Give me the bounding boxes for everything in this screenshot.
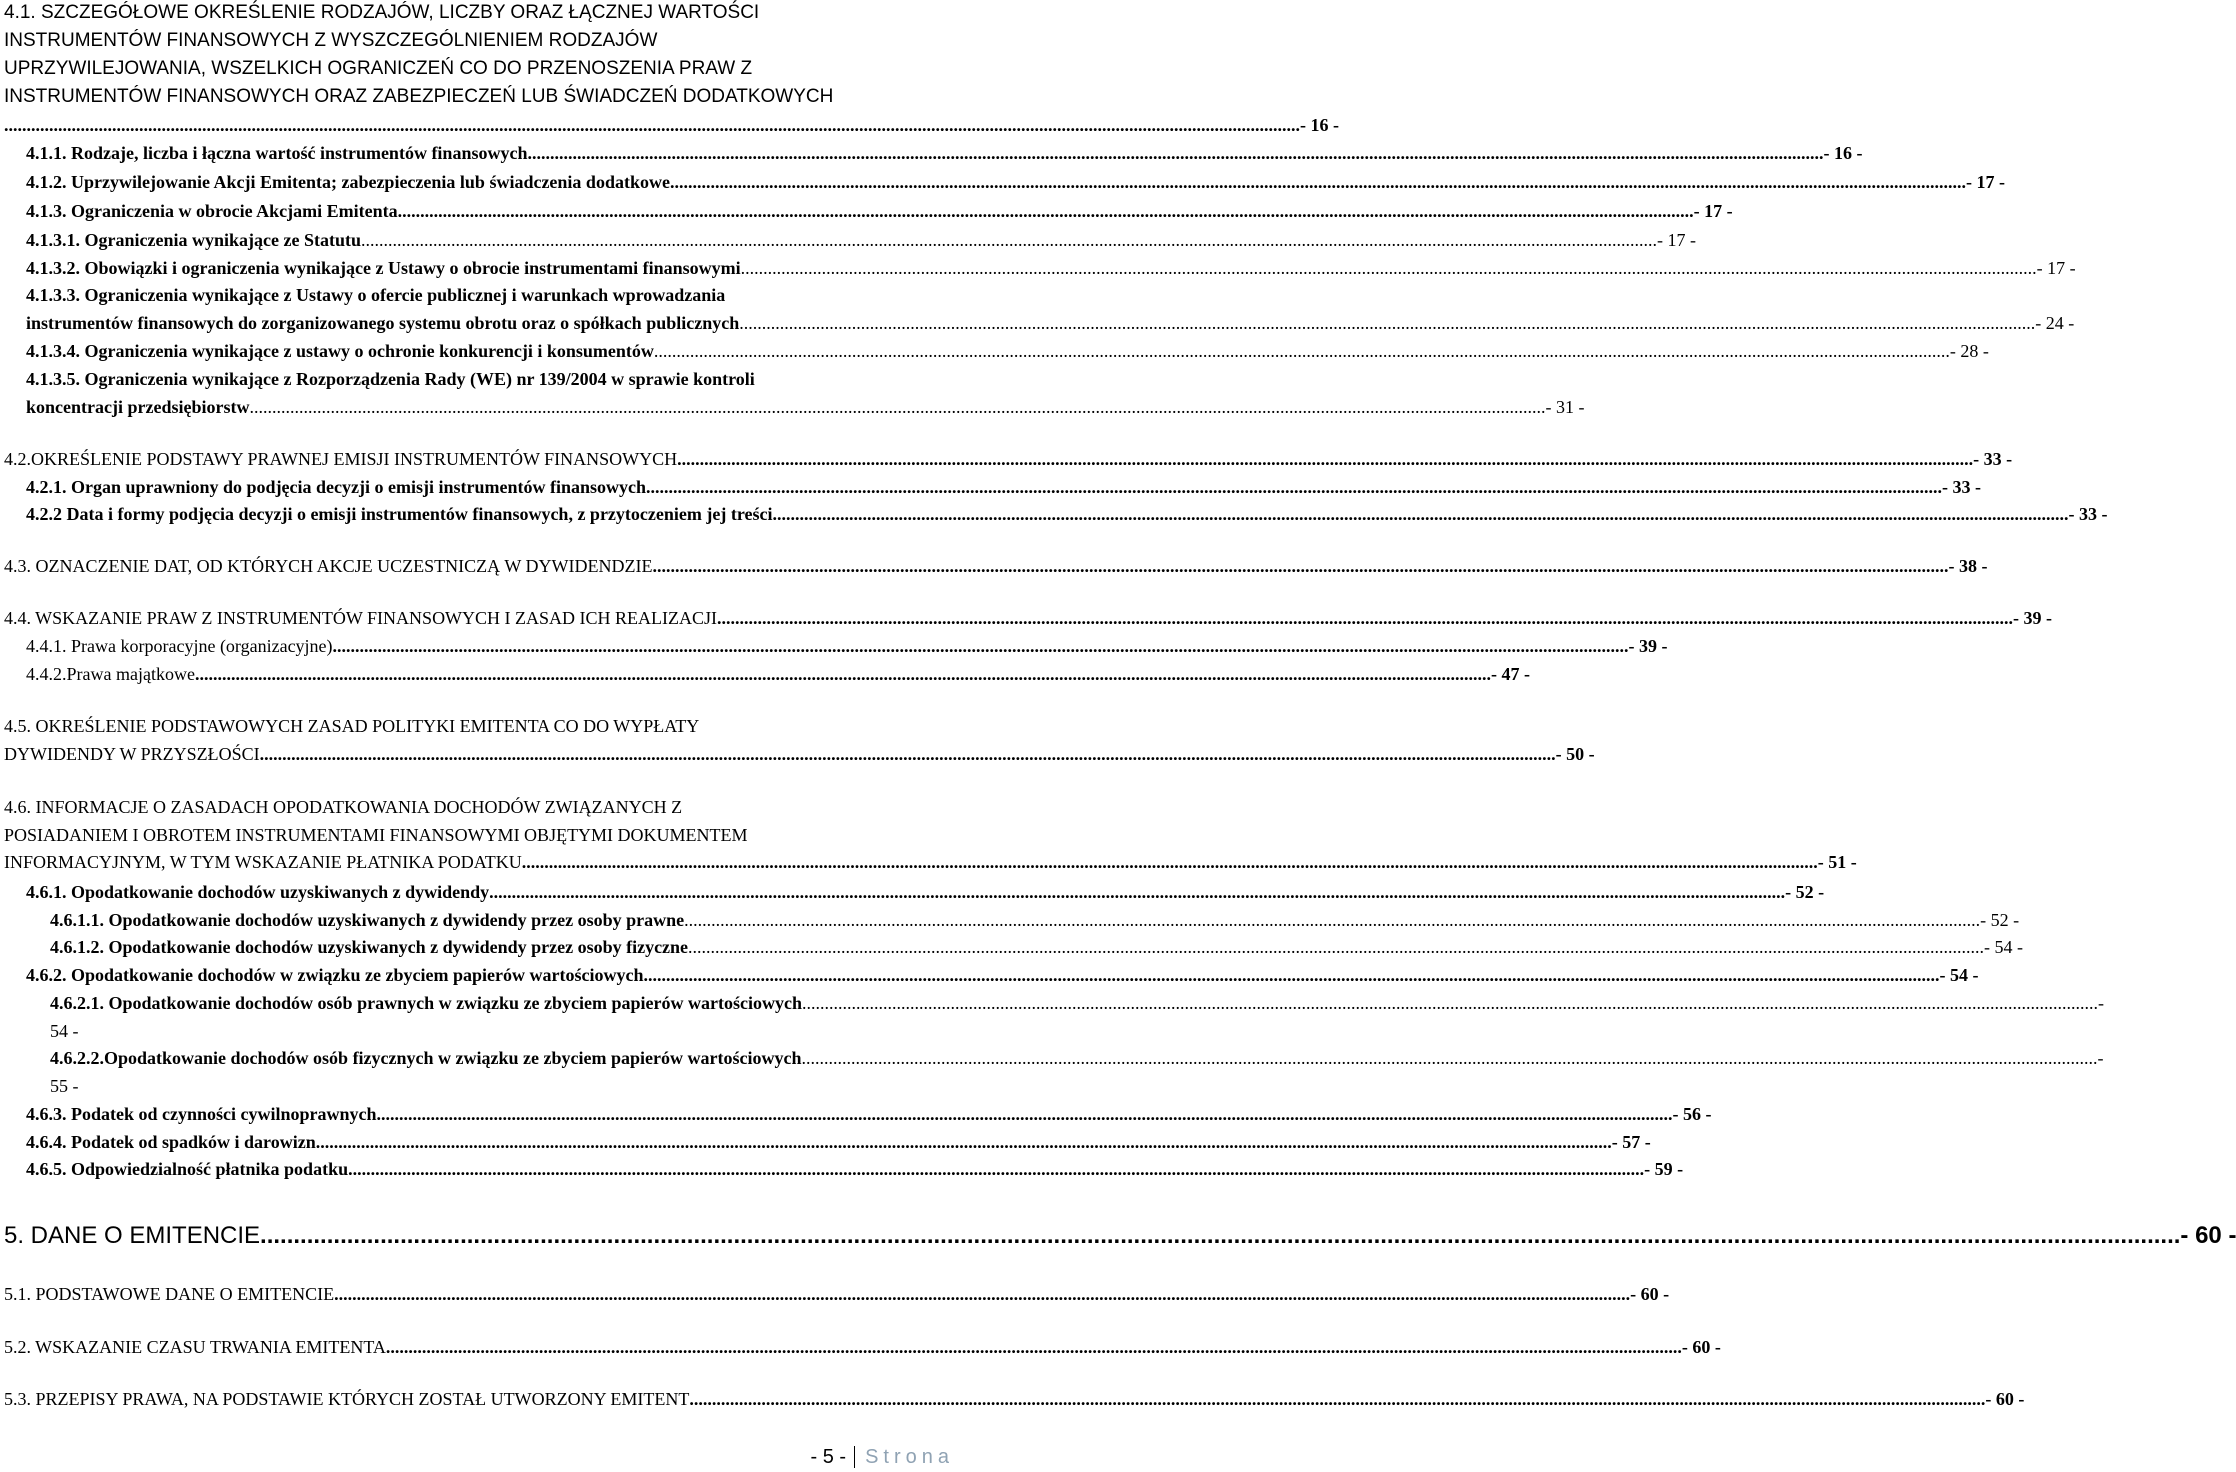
footer-page-number: - 5 - — [810, 1445, 847, 1468]
entry-title: 4.1.1. Rodzaje, liczba i łączna wartość instrumentów finansowych — [26, 143, 528, 163]
page-number: - 16 - — [1823, 143, 1863, 163]
entry-title: DYWIDENDY W PRZYSZŁOŚCI — [4, 744, 260, 764]
dot-leader — [4, 115, 1300, 136]
entry-title: 4.6.1. Opodatkowanie dochodów uzyskiwanych z dywidendy — [26, 882, 490, 902]
toc-4-6-2-2-page-cont: 55 - — [50, 1076, 79, 1096]
toc-4-1-line-4: INSTRUMENTÓW FINANSOWYCH ORAZ ZABEZPIECZEŃ LUB ŚWIADCZEŃ DODATKOWYCH — [4, 86, 834, 107]
toc-5-3[interactable] — [4, 1389, 2025, 1410]
page-number: - 47 - — [1490, 664, 1530, 684]
toc-4-4-1[interactable] — [26, 636, 1668, 657]
dot-leader — [689, 1389, 1985, 1410]
entry-title: 4.1.2. Uprzywilejowanie Akcji Emitenta; zabezpieczenia lub świadczenia dodatkowe — [26, 172, 670, 192]
page-number: - 54 - — [1939, 965, 1979, 985]
page-number: - 17 - — [1965, 172, 2005, 192]
toc-4-1-3-1[interactable] — [26, 230, 1696, 251]
entry-title: 4.6.2.2.Opodatkowanie dochodów osób fizycznych w związku ze zbyciem papierów wartościowych — [50, 1048, 802, 1068]
toc-4-6-1[interactable] — [26, 882, 1825, 903]
page-number: - 60 - — [1681, 1337, 1721, 1357]
page-number: - 60 - — [1985, 1389, 2025, 1409]
toc-4-6-line-2: POSIADANIEM I OBROTEM INSTRUMENTAMI FINANSOWYMI OBJĘTYMI DOKUMENTEM — [4, 825, 748, 845]
entry-title: 4.1.3.1. Ograniczenia wynikające ze Statutu — [26, 230, 361, 250]
dot-leader — [677, 449, 1973, 470]
dot-leader — [739, 313, 2035, 334]
toc-4-6-5[interactable] — [26, 1159, 1684, 1180]
toc-4-2-2[interactable] — [26, 504, 2108, 525]
page-number: - 50 - — [1555, 744, 1595, 764]
page-footer — [0, 1444, 954, 1470]
entry-title: 4.1.3.2. Obowiązki i ograniczenia wynikające z Ustawy o obrocie instrumentami finansowymi — [26, 258, 741, 278]
toc-4-1-3-2[interactable] — [26, 258, 2076, 279]
toc-4-1-3-5-line-1: 4.1.3.5. Ograniczenia wynikające z Rozporządzenia Rady (WE) nr 139/2004 w sprawie kontroli — [26, 369, 755, 389]
dot-leader — [646, 477, 1942, 498]
toc-4-3[interactable] — [4, 556, 1988, 577]
page-number: - — [2097, 1048, 2104, 1068]
toc-4-6-2-2[interactable] — [50, 1048, 2104, 1069]
entry-title: 4.6.1.1. Opodatkowanie dochodów uzyskiwanych z dywidendy przez osoby prawne — [50, 910, 685, 930]
page-number: - 33 - — [2068, 504, 2108, 524]
page-number: - — [2098, 993, 2105, 1013]
entry-title: INFORMACYJNYM, W TYM WSKAZANIE PŁATNIKA PODATKU — [4, 852, 522, 872]
entry-title: 4.4. WSKAZANIE PRAW Z INSTRUMENTÓW FINANSOWYCH I ZASAD ICH REALIZACJI — [4, 608, 718, 628]
entry-title: 4.2.OKREŚLENIE PODSTAWY PRAWNEJ EMISJI INSTRUMENTÓW FINANSOWYCH — [4, 449, 678, 469]
page-number: - 28 - — [1949, 341, 1989, 361]
toc-4-6[interactable] — [4, 852, 1857, 873]
page-number: - 59 - — [1644, 1159, 1684, 1179]
entry-title: 4.6.4. Podatek od spadków i darowizn — [26, 1132, 316, 1152]
entry-title: instrumentów finansowych do zorganizowanego systemu obrotu oraz o spółkach publicznych — [26, 313, 740, 333]
entry-title: 4.6.1.2. Opodatkowanie dochodów uzyskiwanych z dywidendy przez osoby fizyczne — [50, 937, 689, 957]
page-number: - 33 - — [1942, 477, 1982, 497]
dot-leader — [489, 882, 1785, 903]
entry-title: 4.1.3. Ograniczenia w obrocie Akcjami Emitenta — [26, 201, 398, 221]
page-number: - 31 - — [1545, 397, 1585, 417]
entry-title: 4.6.2.1. Opodatkowanie dochodów osób prawnych w związku ze zbyciem papierów wartościowych — [50, 993, 803, 1013]
entry-title: 4.4.1. Prawa korporacyjne (organizacyjne) — [26, 636, 333, 656]
toc-4-6-3[interactable] — [26, 1104, 1712, 1125]
dot-leader — [398, 201, 1694, 222]
dot-leader — [195, 664, 1491, 685]
page-number: - 17 - — [1693, 201, 1733, 221]
dot-leader — [377, 1104, 1673, 1125]
toc-4-6-4[interactable] — [26, 1132, 1651, 1153]
dot-leader — [654, 341, 1950, 362]
page-number: - 39 - — [2013, 608, 2053, 628]
entry-title: 4.6.3. Podatek od czynności cywilnoprawnych — [26, 1104, 377, 1124]
entry-title: 4.6.2. Opodatkowanie dochodów w związku ze zbyciem papierów wartościowych — [26, 965, 644, 985]
toc-4-1-3-5[interactable] — [26, 397, 1585, 418]
dot-leader — [741, 258, 2037, 279]
entry-title: 4.1.3.4. Ograniczenia wynikające z ustawy o ochronie konkurencji i konsumentów — [26, 341, 654, 361]
dot-leader — [334, 1284, 1630, 1305]
toc-4-1-3-3-line-1: 4.1.3.3. Ograniczenia wynikające z Ustawy o ofercie publicznej i warunkach wprowadzania — [26, 285, 726, 305]
page-number: - 38 - — [1948, 556, 1988, 576]
toc-4-1-line-3: UPRZYWILEJOWANIA, WSZELKICH OGRANICZEŃ CO DO PRZENOSZENIA PRAW Z — [4, 58, 753, 79]
toc-4-1-leader[interactable] — [4, 115, 1339, 136]
toc-4-5[interactable] — [4, 744, 1595, 765]
dot-leader — [643, 965, 1939, 986]
page-number: - 39 - — [1628, 636, 1668, 656]
page-number: - 52 - — [1785, 882, 1825, 902]
dot-leader — [801, 1048, 2097, 1069]
toc-4-1-3[interactable] — [26, 201, 1733, 222]
toc-4-2[interactable] — [4, 449, 2013, 470]
entry-title: 4.6.5. Odpowiedzialność płatnika podatku — [26, 1159, 349, 1179]
entry-title: 4.2.2 Data i formy podjęcia decyzji o emisji instrumentów finansowych, z przytoczeniem jej treści — [26, 504, 773, 524]
entry-title: 5. DANE O EMITENCIE — [4, 1222, 261, 1249]
dot-leader — [249, 397, 1545, 418]
toc-4-6-2-1[interactable] — [50, 993, 2105, 1014]
dot-leader — [361, 230, 1657, 251]
dot-leader — [802, 993, 2098, 1014]
toc-4-1-line-2: INSTRUMENTÓW FINANSOWYCH Z WYSZCZEGÓLNIENIEM RODZAJÓW — [4, 30, 658, 51]
entry-title: 4.3. OZNACZENIE DAT, OD KTÓRYCH AKCJE UCZESTNICZĄ W DYWIDENDZIE — [4, 556, 653, 576]
toc-4-1-3-4[interactable] — [26, 341, 1989, 362]
dot-leader — [684, 910, 1980, 931]
toc-4-1-3-3[interactable] — [26, 313, 2075, 334]
dot-leader — [773, 504, 2069, 525]
toc-4-4[interactable] — [4, 608, 2053, 629]
toc-4-6-2[interactable] — [26, 965, 1979, 986]
page-number: - 16 - — [1300, 115, 1339, 135]
toc-4-2-1[interactable] — [26, 477, 1982, 498]
page-number: - 17 - — [2036, 258, 2076, 278]
toc-4-6-1-2[interactable] — [50, 937, 2024, 958]
dot-leader — [386, 1337, 1682, 1358]
toc-4-6-1-1[interactable] — [50, 910, 2020, 931]
page-number: - 51 - — [1817, 852, 1857, 872]
page-number: - 60 - — [2180, 1222, 2236, 1249]
dot-leader — [717, 608, 2013, 629]
dot-leader — [670, 172, 1966, 193]
toc-5-2[interactable] — [4, 1337, 1721, 1358]
dot-leader — [522, 852, 1818, 873]
toc-4-6-line-1: 4.6. INFORMACJE O ZASADACH OPODATKOWANIA DOCHODÓW ZWIĄZANYCH Z — [4, 797, 683, 817]
toc-4-5-line-1: 4.5. OKREŚLENIE PODSTAWOWYCH ZASAD POLITYKI EMITENTA CO DO WYPŁATY — [4, 716, 700, 736]
page-number: - 17 - — [1656, 230, 1696, 250]
dot-leader — [527, 143, 1823, 164]
entry-title: 4.2.1. Organ uprawniony do podjęcia decyzji o emisji instrumentów finansowych — [26, 477, 647, 497]
entry-title: koncentracji przedsiębiorstw — [26, 397, 250, 417]
dot-leader — [688, 937, 1984, 958]
toc-4-4-2[interactable] — [26, 664, 1530, 685]
toc-5-1[interactable] — [4, 1284, 1670, 1305]
dot-leader — [333, 636, 1629, 657]
page-number: - 52 - — [1980, 910, 2020, 930]
entry-title: 5.2. WSKAZANIE CZASU TRWANIA EMITENTA — [4, 1337, 386, 1357]
toc-4-1-2[interactable] — [26, 172, 2005, 193]
footer-page-word: Strona — [865, 1445, 954, 1468]
page-number: - 33 - — [1973, 449, 2013, 469]
entry-title: 5.1. PODSTAWOWE DANE O EMITENCIE — [4, 1284, 335, 1304]
dot-leader — [652, 556, 1948, 577]
entry-title: 4.4.2.Prawa majątkowe — [26, 664, 195, 684]
dot-leader — [316, 1132, 1612, 1153]
page-number: - 56 - — [1672, 1104, 1712, 1124]
toc-4-6-2-1-page-cont: 54 - — [50, 1021, 79, 1041]
dot-leader — [260, 1222, 2180, 1250]
entry-title: 5.3. PRZEPISY PRAWA, NA PODSTAWIE KTÓRYCH ZOSTAŁ UTWORZONY EMITENT — [4, 1389, 690, 1409]
page-number: - 57 - — [1611, 1132, 1651, 1152]
page-number: - 24 - — [2035, 313, 2075, 333]
page-number: - 54 - — [1984, 937, 2024, 957]
toc-5[interactable] — [4, 1222, 2236, 1250]
dot-leader — [348, 1159, 1644, 1180]
toc-4-1-1[interactable] — [26, 143, 1863, 164]
dot-leader — [260, 744, 1556, 765]
footer-separator — [854, 1446, 855, 1468]
page-number: - 60 - — [1630, 1284, 1670, 1304]
toc-4-1-line-1: 4.1. SZCZEGÓŁOWE OKREŚLENIE RODZAJÓW, LICZBY ORAZ ŁĄCZNEJ WARTOŚCI — [4, 2, 760, 23]
